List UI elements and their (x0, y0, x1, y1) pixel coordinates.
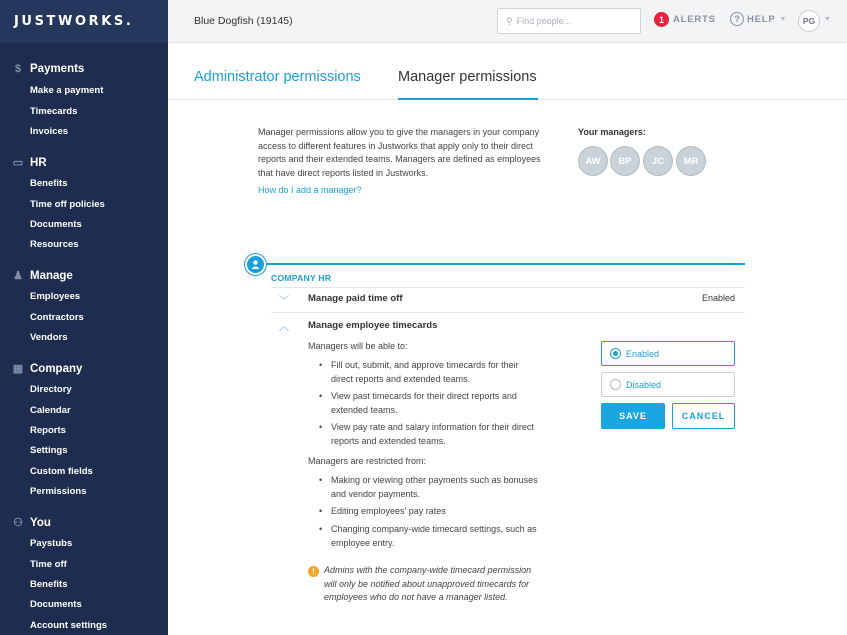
sidebar-item-contractors[interactable]: Contractors (30, 312, 84, 323)
manager-avatar[interactable]: AW (578, 146, 608, 176)
enabled-radio-option[interactable] (601, 341, 735, 366)
list-item: • Fill out, submit, and approve timecards for their direct reports and extended teams. (319, 360, 519, 384)
row-divider (271, 312, 745, 313)
sidebar-item-reports[interactable]: Reports (30, 425, 66, 436)
sidebar-section-payments (12, 63, 84, 75)
warning-icon: ! (308, 566, 319, 577)
people-icon: ♟ (13, 270, 23, 282)
sidebar-section-title: Manage (30, 269, 73, 282)
search-input[interactable] (497, 8, 641, 34)
sidebar-item-employees[interactable]: Employees (30, 291, 81, 302)
radio-selected-icon (610, 348, 621, 359)
person-icon: ⚇ (13, 517, 23, 529)
sidebar-item-paystubs[interactable]: Paystubs (30, 538, 73, 549)
chevron-down-icon[interactable]: ▼ (824, 16, 831, 23)
list-item: • Making or viewing other payments such as bonuses and vendor payments. (319, 475, 538, 499)
disabled-radio-option[interactable] (601, 372, 735, 397)
active-tab-indicator (398, 98, 538, 100)
sidebar-item-directory[interactable]: Directory (30, 384, 72, 395)
justworks-logo[interactable]: JUSTWORKS. (0, 0, 168, 43)
intro-text: Manager permissions allow you to give the managers in your company access to different features in Justworks that apply only to their direct reports and their extended teams. Managers are defined as employees that have direct reports listed in Justworks. (258, 127, 541, 178)
alerts-label: ALERTS (673, 14, 716, 25)
permission-employee-timecards[interactable]: Manage employee timecards (308, 320, 438, 331)
user-avatar[interactable]: PG (798, 10, 820, 32)
sidebar-section-title: Company (30, 362, 83, 375)
save-button[interactable]: SAVE (601, 403, 665, 429)
search-icon: ⚲ (506, 15, 513, 26)
sidebar-item-benefits-personal[interactable]: Benefits (30, 579, 68, 590)
search-placeholder: Find people... (516, 16, 572, 26)
sidebar-section-title: Payments (30, 63, 85, 75)
able-intro-text: Managers will be able to: (308, 341, 408, 351)
sidebar-section-title: HR (30, 156, 47, 169)
radio-unselected-icon (610, 379, 621, 390)
company-name: Blue Dogfish (19145) (194, 15, 293, 27)
sidebar-item-calendar[interactable]: Calendar (30, 405, 71, 416)
sidebar-section-company (12, 362, 82, 375)
section-title-company-hr: COMPANY HR (271, 273, 332, 283)
dollar-icon: $ (14, 63, 22, 75)
sidebar-section-manage (12, 269, 73, 282)
chevron-down-icon[interactable]: ﹀ (279, 296, 289, 307)
sidebar-item-custom-fields[interactable]: Custom fields (30, 466, 93, 477)
alerts-button[interactable] (654, 12, 716, 27)
sidebar-item-invoices[interactable]: Invoices (30, 126, 69, 137)
sidebar-item-documents[interactable]: Documents (30, 219, 82, 230)
status-badge: Enabled (701, 293, 735, 303)
manager-avatar[interactable]: BP (610, 146, 640, 176)
clipboard-icon: ▭ (12, 157, 24, 169)
top-bar (168, 0, 847, 43)
list-item: • View past timecards for their direct reports and extended teams. (319, 391, 517, 415)
sidebar-item-vendors[interactable]: Vendors (30, 332, 68, 343)
sidebar-item-timecards[interactable]: Timecards (30, 106, 78, 117)
add-manager-help-link[interactable]: How do I add a manager? (258, 185, 362, 195)
manager-avatar[interactable]: MR (676, 146, 706, 176)
tab-administrator-permissions[interactable]: Administrator permissions (194, 69, 361, 85)
list-item: • Editing employees' pay rates (319, 506, 446, 516)
list-item: • View pay rate and salary information for their direct reports and extended teams. (319, 422, 534, 446)
section-divider (256, 263, 745, 265)
sidebar-section-you (12, 516, 51, 529)
your-managers-label: Your managers: (578, 127, 646, 137)
sidebar-item-account-settings[interactable]: Account settings (30, 620, 108, 631)
restricted-intro-text: Managers are restricted from: (308, 456, 427, 466)
list-item: • Changing company-wide timecard settings, such as employee entry. (319, 524, 537, 548)
sidebar-item-resources[interactable]: Resources (30, 239, 79, 250)
cancel-button[interactable]: CANCEL (672, 403, 735, 429)
sidebar-item-time-off-policies[interactable]: Time off policies (30, 199, 105, 210)
help-icon: ? (730, 12, 744, 26)
sidebar-section-hr (12, 156, 47, 169)
radio-label: Disabled (626, 379, 662, 390)
help-label: HELP (747, 13, 776, 25)
sidebar-item-permissions[interactable]: Permissions (30, 486, 87, 497)
row-divider (271, 287, 745, 288)
sidebar-section-title: You (30, 516, 51, 529)
sidebar-item-documents-personal[interactable]: Documents (30, 599, 82, 610)
manager-avatar[interactable]: JC (643, 146, 673, 176)
chevron-up-icon[interactable]: ︿ (279, 322, 289, 333)
help-button[interactable] (730, 12, 787, 26)
radio-label: Enabled (626, 348, 660, 359)
person-badge-icon (245, 254, 266, 275)
admin-note: Admins with the company-wide timecard permission will only be notified about unapproved timecards for employees who do not have a manager listed. (324, 565, 532, 602)
sidebar-item-benefits[interactable]: Benefits (30, 178, 68, 189)
tab-manager-permissions[interactable]: Manager permissions (398, 69, 537, 85)
building-icon: ▦ (12, 363, 24, 375)
sidebar-item-time-off[interactable]: Time off (30, 559, 67, 570)
sidebar-item-settings[interactable]: Settings (30, 445, 68, 456)
sidebar-item-make-a-payment[interactable]: Make a payment (30, 85, 104, 96)
alerts-count-badge: 1 (654, 12, 669, 27)
sidebar (0, 0, 168, 635)
permission-paid-time-off[interactable]: Manage paid time off (308, 293, 403, 304)
chevron-down-icon: ▼ (779, 15, 788, 23)
permission-tabs (168, 43, 847, 100)
